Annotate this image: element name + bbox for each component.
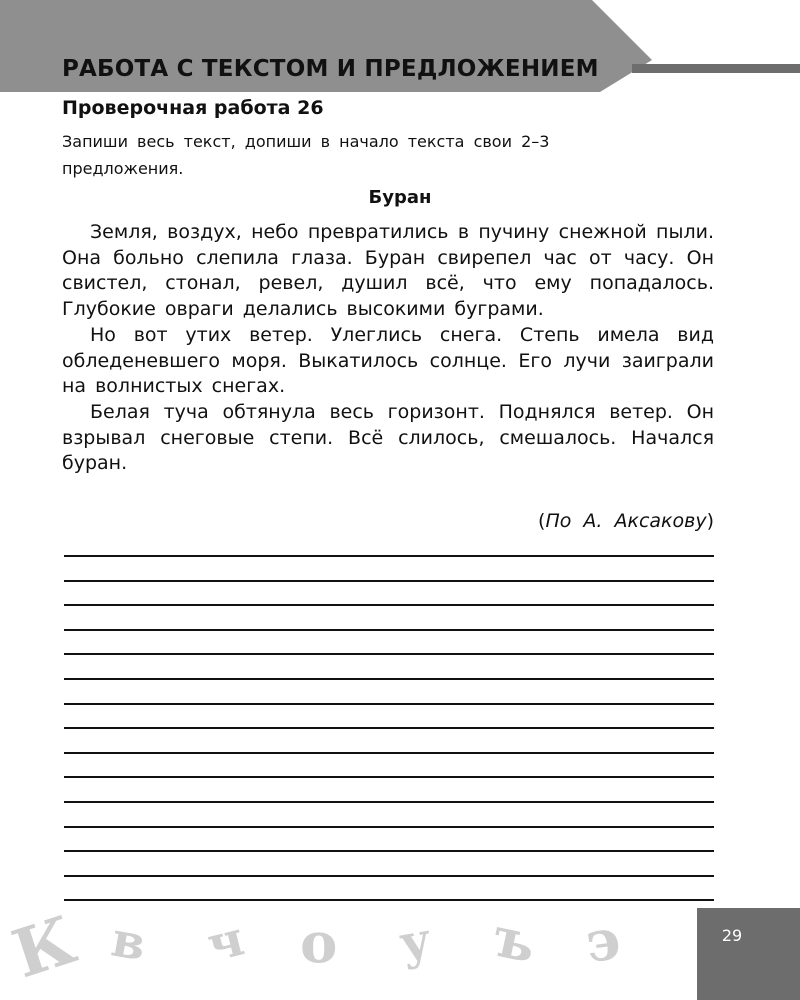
decorative-letters — [0, 900, 700, 1000]
writing-line[interactable] — [64, 727, 714, 729]
writing-line[interactable] — [64, 653, 714, 655]
writing-line[interactable] — [64, 801, 714, 803]
decorative-letter: в — [107, 911, 150, 973]
writing-line[interactable] — [64, 776, 714, 778]
story-paragraph: Но вот утих ветер. Улеглись снега. Степь имела вид обледеневшего моря. Выкатилось солнце. Его лучи заиграли на волнистых снегах. — [62, 323, 714, 398]
source-author: По А. Аксакову — [545, 510, 707, 532]
decorative-letter: о — [300, 910, 338, 976]
writing-line[interactable] — [64, 629, 714, 631]
page-number: 29 — [721, 926, 743, 945]
writing-line[interactable] — [64, 826, 714, 828]
story-paragraph: Белая туча обтянула весь горизонт. Поднялся ветер. Он взрывал снеговые степи. Всё слилось, смешалось. Начался буран. — [62, 400, 714, 475]
decorative-letter: К — [3, 900, 85, 994]
writing-line[interactable] — [64, 752, 714, 754]
task-instruction: Запиши весь текст, допиши в начало текста свои 2–3 предложения. — [62, 132, 550, 178]
writing-line[interactable] — [64, 875, 714, 877]
story-source: (По А. Аксакову) — [538, 510, 714, 532]
page-number-box — [697, 908, 800, 1000]
writing-line[interactable] — [64, 678, 714, 680]
story-text — [62, 220, 714, 477]
story-paragraph: Земля, воздух, небо превратились в пучину снежной пыли. Она больно слепила глаза. Буран свирепел час от часу. Он свистел, стонал, ревел, душил всё, что ему попадалось. Глубокие овраги делались высокими буграми. — [62, 221, 714, 321]
header-banner — [0, 0, 800, 100]
writing-line[interactable] — [64, 555, 714, 557]
section-title: РАБОТА С ТЕКСТОМ И ПРЕДЛОЖЕНИЕМ — [62, 56, 599, 82]
decorative-letter: э — [581, 905, 625, 977]
decorative-letter: ъ — [487, 904, 542, 976]
story-title: Буран — [368, 187, 432, 208]
writing-line[interactable] — [64, 850, 714, 852]
writing-line[interactable] — [64, 604, 714, 606]
writing-line[interactable] — [64, 703, 714, 705]
work-title: Проверочная работа 26 — [62, 97, 324, 119]
decorative-letter: у — [395, 911, 436, 973]
decorative-letter: ч — [201, 910, 250, 974]
writing-lines[interactable] — [64, 555, 714, 924]
writing-line[interactable] — [64, 580, 714, 582]
